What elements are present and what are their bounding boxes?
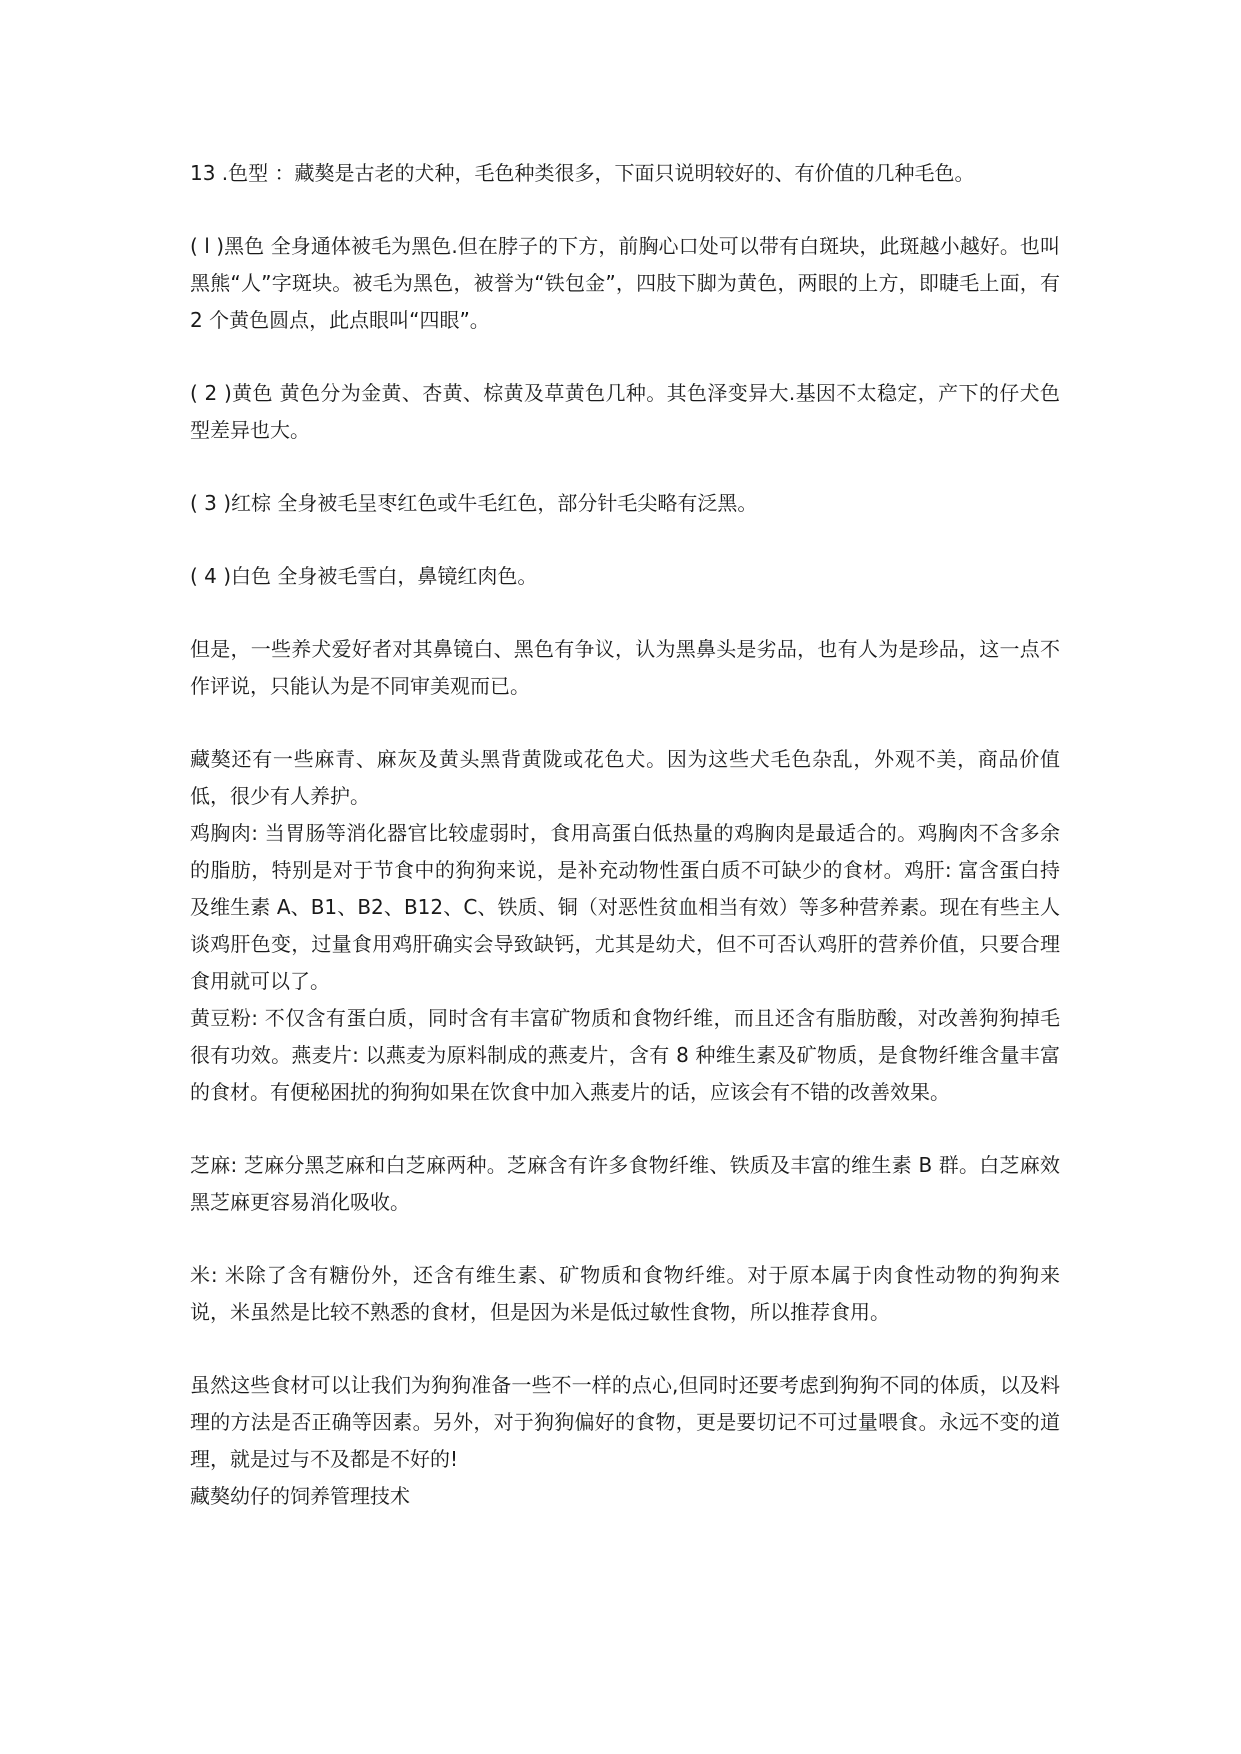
paragraph-gap (190, 339, 1060, 375)
paragraph-gap (190, 192, 1060, 228)
paragraph-gap (190, 1111, 1060, 1147)
paragraph-sesame: 芝麻: 芝麻分黑芝麻和白芝麻两种。芝麻含有许多食物纤维、铁质及丰富的维生素 B 群。白芝麻效黑芝麻更容易消化吸收。 (190, 1153, 1060, 1214)
paragraph-gap (190, 1331, 1060, 1367)
paragraph-nose-debate: 但是，一些养犬爱好者对其鼻镜白、黑色有争议，认为黑鼻头是劣品，也有人为是珍品，这一点不作评说，只能认为是不同审美观而已。 (190, 637, 1060, 698)
paragraph-black-coat: ( l )黑色 全身通体被毛为黑色.但在脖子的下方，前胸心口处可以带有白斑块，此斑越小越好。也叫黑熊“人”字斑块。被毛为黑色，被誉为“铁包金”，四肢下脚为黄色，两眼的上方，即睫毛上面，有 2 个黄色圆点，此点眼叫“四眼”。 (190, 234, 1060, 332)
section-heading: 藏獒幼仔的饲养管理技术 (190, 1484, 410, 1508)
paragraph-mixed-colors: 藏獒还有一些麻青、麻灰及黄头黑背黄陇或花色犬。因为这些犬毛色杂乱，外观不美，商品价值低，很少有人养护。 (190, 747, 1060, 808)
paragraph-gap (190, 522, 1060, 558)
paragraph-chicken: 鸡胸肉: 当胃肠等消化器官比较虚弱时，食用高蛋白低热量的鸡胸肉是最适合的。鸡胸肉不含多余的脂肪，特别是对于节食中的狗狗来说，是补充动物性蛋白质不可缺少的食材。鸡肝: 富含蛋白持及维生素 A、B1、B2、B12、C、铁质、铜（对恶性贫血相当有效）等多种营养素。现在有些主人谈鸡肝色变，过量食用鸡肝确实会导致缺钙，尤其是幼犬，但不可否认鸡肝的营养价值，只要合理食用就可以了。 (190, 821, 1060, 993)
paragraph-coat-types-intro: 13 .色型 ：藏獒是古老的犬种，毛色种类很多，下面只说明较好的、有价值的几种毛色。 (190, 161, 975, 185)
paragraph-yellow-coat: ( 2 )黄色 黄色分为金黄、杏黄、棕黄及草黄色几种。其色泽变异大.基因不太稳定，产下的仔犬色型差异也大。 (190, 381, 1060, 442)
paragraph-gap (190, 705, 1060, 741)
document-page (190, 155, 1060, 1515)
paragraph-gap (190, 595, 1060, 631)
paragraph-conclusion: 虽然这些食材可以让我们为狗狗准备一些不一样的点心,但同时还要考虑到狗狗不同的体质，以及料理的方法是否正确等因素。另外，对于狗狗偏好的食物，更是要切记不可过量喂食。永远不变的道理，就是过与不及都是不好的! (190, 1373, 1060, 1471)
paragraph-rice: 米: 米除了含有糖份外，还含有维生素、矿物质和食物纤维。对于原本属于肉食性动物的狗狗来说，米虽然是比较不熟悉的食材，但是因为米是低过敏性食物，所以推荐食用。 (190, 1263, 1060, 1324)
paragraph-gap (190, 449, 1060, 485)
paragraph-soy-oats: 黄豆粉: 不仅含有蛋白质，同时含有丰富矿物质和食物纤维，而且还含有脂肪酸，对改善狗狗掉毛很有功效。燕麦片: 以燕麦为原料制成的燕麦片，含有 8 种维生素及矿物质，是食物纤维含量丰富的食材。有便秘困扰的狗狗如果在饮食中加入燕麦片的话，应该会有不错的改善效果。 (190, 1006, 1060, 1104)
paragraph-white-coat: ( 4 )白色 全身被毛雪白，鼻镜红肉色。 (190, 564, 538, 588)
paragraph-red-coat: ( 3 )红棕 全身被毛呈枣红色或牛毛红色，部分针毛尖略有泛黑。 (190, 491, 758, 515)
paragraph-gap (190, 1221, 1060, 1257)
